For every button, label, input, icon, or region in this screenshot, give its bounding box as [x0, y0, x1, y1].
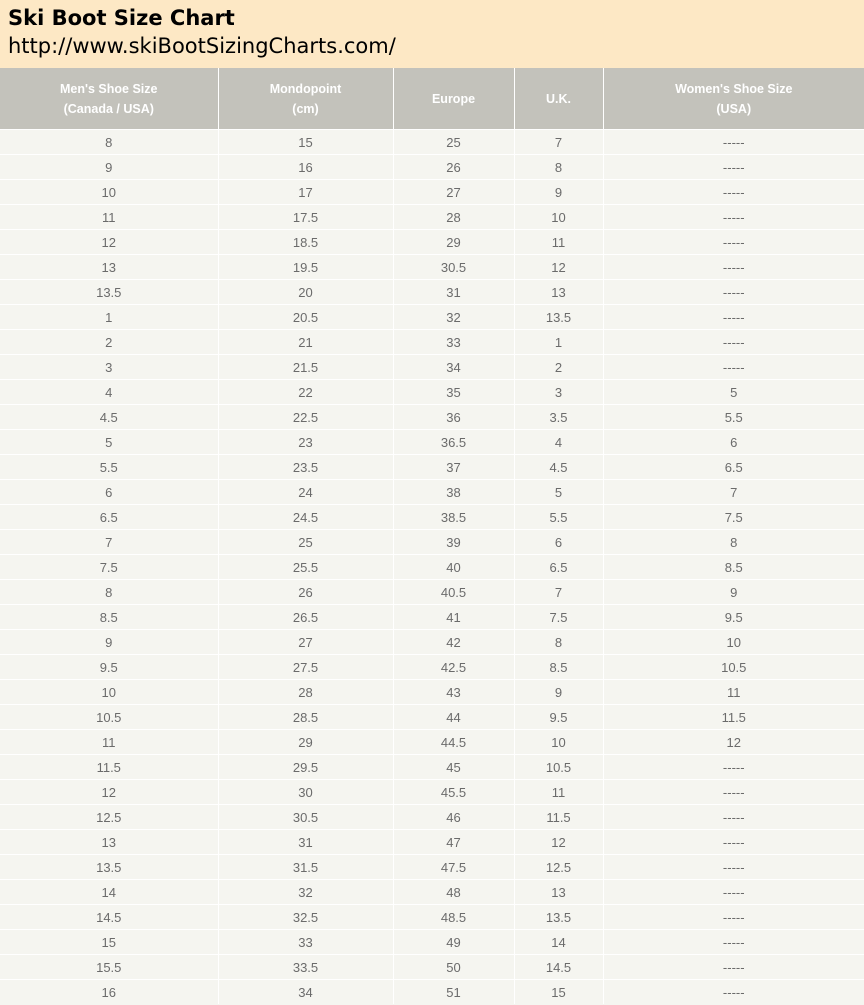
- cell-europe: 47.5: [393, 855, 514, 880]
- cell-europe: 44.5: [393, 730, 514, 755]
- cell-europe: 34: [393, 355, 514, 380]
- cell-womens-size: -----: [603, 930, 864, 955]
- cell-uk: 8.5: [514, 655, 603, 680]
- cell-womens-size: -----: [603, 205, 864, 230]
- cell-mondopoint: 20: [218, 280, 393, 305]
- cell-womens-size: 6: [603, 430, 864, 455]
- cell-mondopoint: 28.5: [218, 705, 393, 730]
- cell-uk: 14.5: [514, 955, 603, 980]
- cell-uk: 10.5: [514, 755, 603, 780]
- cell-mens-size: 14: [0, 880, 218, 905]
- column-header-mondopoint: Mondopoint (cm): [218, 68, 393, 130]
- cell-womens-size: 8.5: [603, 555, 864, 580]
- table-row: [0, 805, 864, 830]
- cell-mens-size: 13.5: [0, 855, 218, 880]
- cell-europe: 48.5: [393, 905, 514, 930]
- column-header-womens-size: Women's Shoe Size (USA): [603, 68, 864, 130]
- cell-mondopoint: 17: [218, 180, 393, 205]
- cell-europe: 32: [393, 305, 514, 330]
- cell-mondopoint: 19.5: [218, 255, 393, 280]
- cell-mens-size: 15: [0, 930, 218, 955]
- source-url: http://www.skiBootSizingCharts.com/: [8, 34, 396, 58]
- table-header-row: [0, 68, 864, 130]
- cell-mondopoint: 24: [218, 480, 393, 505]
- table-row: [0, 755, 864, 780]
- cell-womens-size: -----: [603, 880, 864, 905]
- cell-womens-size: -----: [603, 280, 864, 305]
- table-row: [0, 405, 864, 430]
- cell-mens-size: 4: [0, 380, 218, 405]
- cell-mens-size: 8: [0, 580, 218, 605]
- cell-mens-size: 13.5: [0, 280, 218, 305]
- cell-mondopoint: 22: [218, 380, 393, 405]
- cell-womens-size: -----: [603, 805, 864, 830]
- table-row: [0, 155, 864, 180]
- cell-uk: 3.5: [514, 405, 603, 430]
- cell-mondopoint: 15: [218, 130, 393, 155]
- cell-mens-size: 6: [0, 480, 218, 505]
- cell-mondopoint: 26: [218, 580, 393, 605]
- cell-womens-size: 10: [603, 630, 864, 655]
- cell-mondopoint: 32: [218, 880, 393, 905]
- table-row: [0, 505, 864, 530]
- table-row: [0, 180, 864, 205]
- cell-mens-size: 7: [0, 530, 218, 555]
- cell-mens-size: 9.5: [0, 655, 218, 680]
- cell-europe: 43: [393, 680, 514, 705]
- cell-uk: 7: [514, 130, 603, 155]
- cell-uk: 14: [514, 930, 603, 955]
- cell-womens-size: 11: [603, 680, 864, 705]
- cell-uk: 11: [514, 780, 603, 805]
- cell-uk: 10: [514, 730, 603, 755]
- cell-uk: 4.5: [514, 455, 603, 480]
- cell-uk: 11.5: [514, 805, 603, 830]
- cell-mondopoint: 29.5: [218, 755, 393, 780]
- cell-europe: 31: [393, 280, 514, 305]
- cell-europe: 45.5: [393, 780, 514, 805]
- cell-europe: 38: [393, 480, 514, 505]
- cell-mens-size: 11: [0, 205, 218, 230]
- cell-uk: 6: [514, 530, 603, 555]
- cell-mondopoint: 25: [218, 530, 393, 555]
- table-row: [0, 855, 864, 880]
- cell-europe: 40: [393, 555, 514, 580]
- column-header-europe: Europe: [393, 68, 514, 130]
- cell-mens-size: 11: [0, 730, 218, 755]
- cell-mondopoint: 20.5: [218, 305, 393, 330]
- cell-europe: 49: [393, 930, 514, 955]
- cell-europe: 44: [393, 705, 514, 730]
- cell-mondopoint: 23: [218, 430, 393, 455]
- table-row: [0, 780, 864, 805]
- cell-womens-size: -----: [603, 780, 864, 805]
- cell-mens-size: 5.5: [0, 455, 218, 480]
- cell-mens-size: 1: [0, 305, 218, 330]
- cell-europe: 28: [393, 205, 514, 230]
- cell-mens-size: 12: [0, 780, 218, 805]
- cell-europe: 27: [393, 180, 514, 205]
- cell-uk: 8: [514, 630, 603, 655]
- cell-mondopoint: 30: [218, 780, 393, 805]
- ski-boot-size-table: [0, 68, 864, 1004]
- cell-mondopoint: 27: [218, 630, 393, 655]
- cell-mondopoint: 34: [218, 980, 393, 1005]
- cell-mondopoint: 24.5: [218, 505, 393, 530]
- cell-uk: 5: [514, 480, 603, 505]
- cell-mens-size: 9: [0, 155, 218, 180]
- cell-mondopoint: 33.5: [218, 955, 393, 980]
- cell-womens-size: 8: [603, 530, 864, 555]
- cell-uk: 8: [514, 155, 603, 180]
- column-header-mens-size: Men's Shoe Size (Canada / USA): [0, 68, 218, 130]
- table-row: [0, 680, 864, 705]
- cell-womens-size: -----: [603, 155, 864, 180]
- cell-mondopoint: 25.5: [218, 555, 393, 580]
- cell-uk: 7: [514, 580, 603, 605]
- cell-womens-size: 5.5: [603, 405, 864, 430]
- cell-womens-size: -----: [603, 230, 864, 255]
- cell-europe: 39: [393, 530, 514, 555]
- cell-europe: 29: [393, 230, 514, 255]
- cell-uk: 13.5: [514, 305, 603, 330]
- cell-uk: 2: [514, 355, 603, 380]
- cell-mens-size: 6.5: [0, 505, 218, 530]
- table-row: [0, 230, 864, 255]
- cell-mondopoint: 23.5: [218, 455, 393, 480]
- cell-mens-size: 15.5: [0, 955, 218, 980]
- table-row: [0, 380, 864, 405]
- cell-womens-size: 5: [603, 380, 864, 405]
- cell-mens-size: 3: [0, 355, 218, 380]
- cell-mens-size: 12: [0, 230, 218, 255]
- cell-mondopoint: 27.5: [218, 655, 393, 680]
- cell-uk: 13.5: [514, 905, 603, 930]
- cell-uk: 12: [514, 830, 603, 855]
- table-row: [0, 355, 864, 380]
- cell-uk: 11: [514, 230, 603, 255]
- cell-womens-size: 7: [603, 480, 864, 505]
- table-row: [0, 830, 864, 855]
- cell-uk: 5.5: [514, 505, 603, 530]
- table-row: [0, 705, 864, 730]
- cell-uk: 4: [514, 430, 603, 455]
- cell-womens-size: -----: [603, 830, 864, 855]
- table-row: [0, 955, 864, 980]
- chart-banner: [0, 0, 864, 68]
- cell-mondopoint: 21: [218, 330, 393, 355]
- table-row: [0, 730, 864, 755]
- cell-womens-size: -----: [603, 905, 864, 930]
- cell-womens-size: -----: [603, 255, 864, 280]
- cell-womens-size: 12: [603, 730, 864, 755]
- cell-mondopoint: 31.5: [218, 855, 393, 880]
- cell-uk: 3: [514, 380, 603, 405]
- cell-mens-size: 9: [0, 630, 218, 655]
- cell-europe: 46: [393, 805, 514, 830]
- table-row: [0, 555, 864, 580]
- cell-uk: 1: [514, 330, 603, 355]
- cell-womens-size: -----: [603, 755, 864, 780]
- cell-europe: 42: [393, 630, 514, 655]
- table-row: [0, 605, 864, 630]
- cell-womens-size: -----: [603, 305, 864, 330]
- cell-womens-size: -----: [603, 855, 864, 880]
- cell-mens-size: 7.5: [0, 555, 218, 580]
- table-row: [0, 330, 864, 355]
- cell-mens-size: 8.5: [0, 605, 218, 630]
- cell-europe: 36.5: [393, 430, 514, 455]
- cell-mens-size: 16: [0, 980, 218, 1005]
- cell-womens-size: 7.5: [603, 505, 864, 530]
- cell-womens-size: -----: [603, 330, 864, 355]
- cell-uk: 12.5: [514, 855, 603, 880]
- cell-europe: 36: [393, 405, 514, 430]
- cell-uk: 9: [514, 680, 603, 705]
- table-row: [0, 880, 864, 905]
- cell-mens-size: 13: [0, 830, 218, 855]
- cell-mens-size: 11.5: [0, 755, 218, 780]
- cell-womens-size: 11.5: [603, 705, 864, 730]
- cell-uk: 6.5: [514, 555, 603, 580]
- table-row: [0, 255, 864, 280]
- cell-womens-size: 9: [603, 580, 864, 605]
- cell-womens-size: -----: [603, 980, 864, 1005]
- table-row: [0, 130, 864, 155]
- cell-mens-size: 2: [0, 330, 218, 355]
- cell-mens-size: 4.5: [0, 405, 218, 430]
- table-row: [0, 305, 864, 330]
- table-row: [0, 430, 864, 455]
- cell-mondopoint: 30.5: [218, 805, 393, 830]
- cell-uk: 13: [514, 280, 603, 305]
- cell-mondopoint: 26.5: [218, 605, 393, 630]
- cell-mondopoint: 17.5: [218, 205, 393, 230]
- cell-europe: 42.5: [393, 655, 514, 680]
- cell-mondopoint: 22.5: [218, 405, 393, 430]
- chart-title: Ski Boot Size Chart: [8, 6, 235, 30]
- cell-europe: 30.5: [393, 255, 514, 280]
- cell-mens-size: 10: [0, 180, 218, 205]
- table-row: [0, 480, 864, 505]
- table-row: [0, 630, 864, 655]
- cell-uk: 10: [514, 205, 603, 230]
- cell-europe: 35: [393, 380, 514, 405]
- cell-womens-size: 6.5: [603, 455, 864, 480]
- cell-uk: 9: [514, 180, 603, 205]
- cell-europe: 51: [393, 980, 514, 1005]
- table-row: [0, 580, 864, 605]
- cell-europe: 38.5: [393, 505, 514, 530]
- cell-mens-size: 8: [0, 130, 218, 155]
- cell-womens-size: -----: [603, 180, 864, 205]
- cell-mens-size: 5: [0, 430, 218, 455]
- cell-mondopoint: 16: [218, 155, 393, 180]
- cell-womens-size: 9.5: [603, 605, 864, 630]
- cell-mondopoint: 29: [218, 730, 393, 755]
- cell-uk: 12: [514, 255, 603, 280]
- table-row: [0, 655, 864, 680]
- cell-uk: 13: [514, 880, 603, 905]
- cell-europe: 48: [393, 880, 514, 905]
- cell-mondopoint: 18.5: [218, 230, 393, 255]
- table-row: [0, 905, 864, 930]
- cell-mens-size: 10: [0, 680, 218, 705]
- cell-europe: 45: [393, 755, 514, 780]
- cell-mens-size: 10.5: [0, 705, 218, 730]
- cell-uk: 9.5: [514, 705, 603, 730]
- cell-mondopoint: 21.5: [218, 355, 393, 380]
- cell-europe: 40.5: [393, 580, 514, 605]
- cell-mens-size: 13: [0, 255, 218, 280]
- cell-uk: 7.5: [514, 605, 603, 630]
- cell-europe: 25: [393, 130, 514, 155]
- cell-mondopoint: 32.5: [218, 905, 393, 930]
- cell-womens-size: 10.5: [603, 655, 864, 680]
- cell-europe: 26: [393, 155, 514, 180]
- table-row: [0, 205, 864, 230]
- cell-womens-size: -----: [603, 955, 864, 980]
- cell-mens-size: 14.5: [0, 905, 218, 930]
- cell-europe: 47: [393, 830, 514, 855]
- cell-womens-size: -----: [603, 355, 864, 380]
- table-row: [0, 530, 864, 555]
- cell-mens-size: 12.5: [0, 805, 218, 830]
- cell-europe: 41: [393, 605, 514, 630]
- table-row: [0, 280, 864, 305]
- cell-womens-size: -----: [603, 130, 864, 155]
- cell-mondopoint: 31: [218, 830, 393, 855]
- table-row: [0, 930, 864, 955]
- cell-europe: 50: [393, 955, 514, 980]
- cell-mondopoint: 28: [218, 680, 393, 705]
- cell-mondopoint: 33: [218, 930, 393, 955]
- table-row: [0, 455, 864, 480]
- cell-europe: 33: [393, 330, 514, 355]
- cell-europe: 37: [393, 455, 514, 480]
- table-body: [0, 130, 864, 1005]
- column-header-uk: U.K.: [514, 68, 603, 130]
- table-row: [0, 980, 864, 1005]
- cell-uk: 15: [514, 980, 603, 1005]
